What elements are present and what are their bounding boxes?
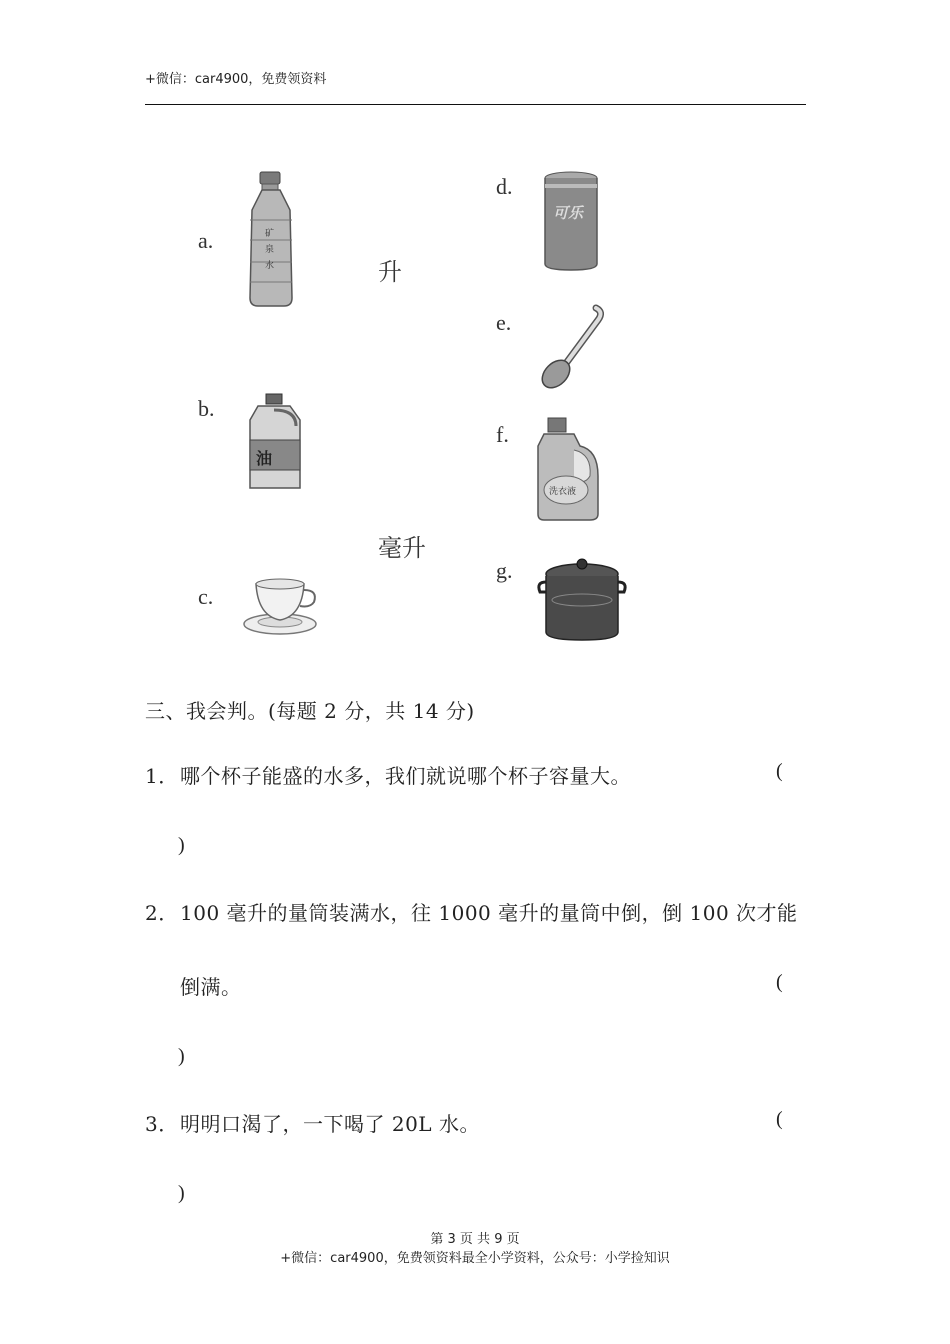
bottle-label-1: 矿: [265, 229, 275, 239]
section-title: 三、我会判。(每题 2 分，共 14 分): [145, 699, 475, 723]
question-1-answer-close: ): [178, 834, 185, 856]
jug-label: 油: [256, 449, 273, 468]
can-label: 可乐: [553, 204, 584, 222]
label-c: c.: [198, 584, 214, 609]
question-3-number: 3．: [145, 1112, 179, 1136]
question-2-number: 2．: [145, 901, 179, 925]
pot-image: [534, 548, 630, 644]
water-bottle-image: [238, 170, 304, 310]
question-2-text: 100 毫升的量筒装满水，往 1000 毫升的量筒中倒，倒 100 次才能: [180, 901, 798, 925]
spoon-image: [534, 302, 608, 392]
question-2-answer-open[interactable]: (: [776, 971, 783, 993]
question-1-text: 哪个杯子能盛的水多，我们就说哪个杯子容量大。: [180, 764, 631, 788]
page-number: 第 3 页 共 9 页: [430, 1232, 520, 1247]
header-divider: [145, 104, 806, 105]
detergent-label: 洗衣液: [549, 487, 577, 497]
footer-text: +微信：car4900，免费领资料最全小学资料，公众号：小学捡知识: [280, 1251, 670, 1266]
bottle-label-3: 水: [265, 261, 275, 271]
label-b: b.: [198, 396, 215, 421]
oil-jug-image: [244, 392, 306, 494]
question-3-text: 明明口渴了，一下喝了 20L 水。: [180, 1112, 480, 1136]
bottle-label-2: 泉: [265, 245, 275, 255]
question-2-answer-close: ): [178, 1045, 185, 1067]
unit-milliliter: 毫升: [378, 534, 426, 562]
label-e: e.: [496, 310, 512, 335]
question-1-answer-open[interactable]: (: [776, 760, 783, 782]
unit-liter: 升: [378, 258, 402, 286]
question-1-number: 1．: [145, 764, 179, 788]
cola-can-image: [540, 170, 602, 274]
question-2-text-continued: 倒满。: [180, 975, 242, 999]
header-text: +微信：car4900，免费领资料: [145, 72, 327, 87]
label-a: a.: [198, 228, 214, 253]
label-g: g.: [496, 558, 513, 583]
detergent-bottle-image: [534, 416, 604, 524]
question-3-answer-open[interactable]: (: [776, 1108, 783, 1130]
label-d: d.: [496, 174, 513, 199]
question-3-answer-close: ): [178, 1182, 185, 1204]
tea-cup-image: [242, 574, 322, 640]
label-f: f.: [496, 422, 509, 447]
